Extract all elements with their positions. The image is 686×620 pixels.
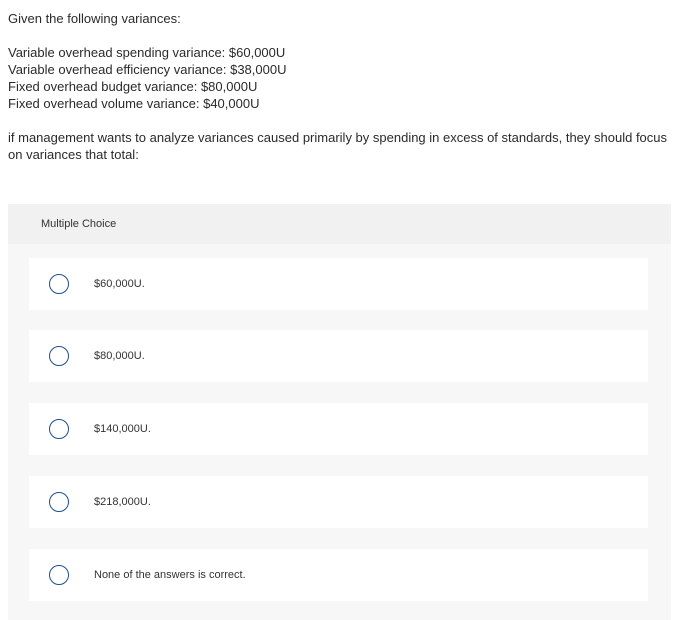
radio-button-icon[interactable] [49, 565, 69, 585]
answer-option-label: $60,000U. [94, 278, 145, 290]
question-intro: Given the following variances: [8, 11, 181, 26]
variance-item: Variable overhead spending variance: $60,000U [8, 45, 286, 60]
answer-option-2[interactable] [29, 330, 648, 382]
radio-button-icon[interactable] [49, 492, 69, 512]
answer-option-5[interactable] [29, 549, 648, 601]
variance-item: Fixed overhead volume variance: $40,000U [8, 96, 260, 111]
variance-item: Fixed overhead budget variance: $80,000U [8, 79, 258, 94]
answer-option-label: $80,000U. [94, 350, 145, 362]
radio-button-icon[interactable] [49, 346, 69, 366]
multiple-choice-panel [8, 204, 671, 620]
question-block [8, 10, 673, 163]
radio-button-icon[interactable] [49, 274, 69, 294]
answer-option-1[interactable] [29, 258, 648, 310]
variance-list [8, 44, 673, 112]
answer-options-list [8, 244, 671, 620]
answer-option-label: None of the answers is correct. [94, 569, 246, 581]
answer-option-label: $218,000U. [94, 496, 151, 508]
question-prompt: if management wants to analyze variances caused primarily by spending in excess of standards, they should focus on variances that total: [8, 130, 668, 162]
answer-option-label: $140,000U. [94, 423, 151, 435]
answer-option-3[interactable] [29, 403, 648, 455]
radio-button-icon[interactable] [49, 419, 69, 439]
multiple-choice-header: Multiple Choice [8, 204, 671, 244]
answer-option-4[interactable] [29, 476, 648, 528]
variance-item: Variable overhead efficiency variance: $38,000U [8, 62, 287, 77]
